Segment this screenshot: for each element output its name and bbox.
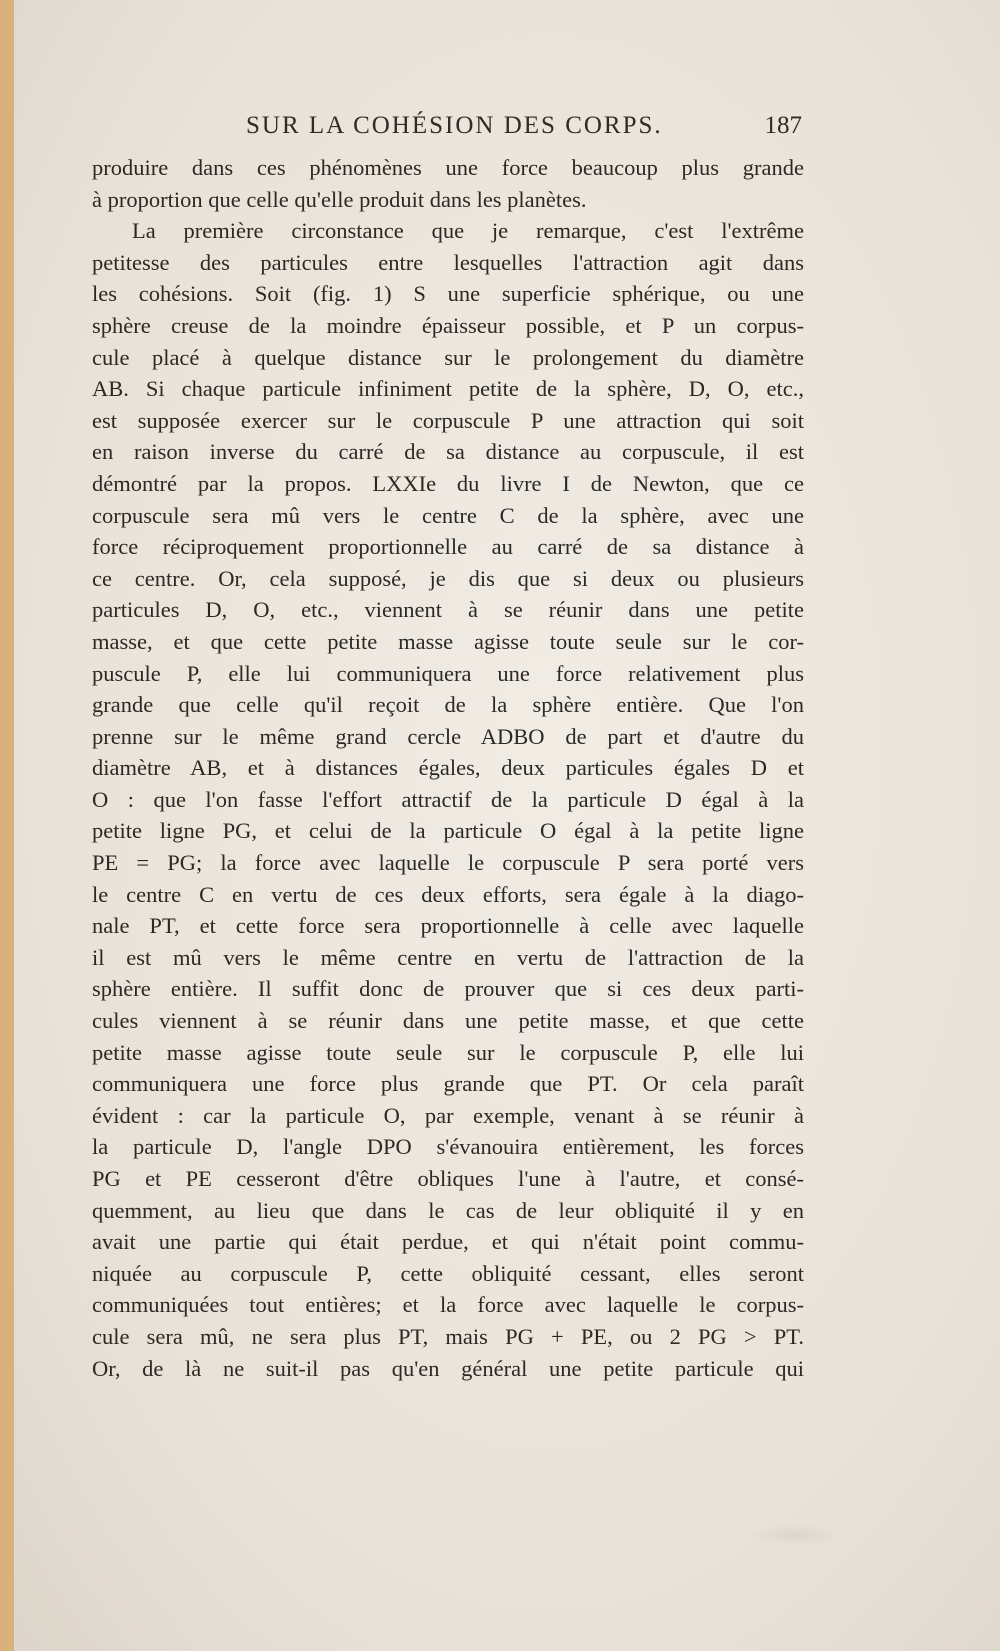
text-line: le centre C en vertu de ces deux efforts, sera égale à la diago- <box>92 881 804 907</box>
body-text <box>92 152 804 1384</box>
text-line: cule sera mû, ne sera plus PT, mais PG + PE, ou 2 PG > PT. <box>92 1323 804 1349</box>
text-line: AB. Si chaque particule infiniment petite de la sphère, D, O, etc., <box>92 376 804 402</box>
text-line: cule placé à quelque distance sur le prolongement du diamètre <box>92 344 804 370</box>
text-line: à proportion que celle qu'elle produit dans les planètes. <box>92 186 587 212</box>
text-line: avait une partie qui était perdue, et qui n'était point commu- <box>92 1229 804 1255</box>
text-line: produire dans ces phénomènes une force beaucoup plus grande <box>92 155 804 180</box>
text-line: ce centre. Or, cela supposé, je dis que si deux ou plusieurs <box>92 565 804 591</box>
text-line: O : que l'on fasse l'effort attractif de la particule D égal à la <box>92 786 804 812</box>
text-line: force réciproquement proportionnelle au carré de sa distance à <box>92 534 804 560</box>
text-line: est supposée exercer sur le corpuscule P une attraction qui soit <box>92 407 804 433</box>
text-line: PG et PE cesseront d'être obliques l'une à l'autre, et consé- <box>92 1166 804 1191</box>
text-line: diamètre AB, et à distances égales, deux particules égales D et <box>92 755 804 781</box>
show-through-mark <box>750 1524 840 1546</box>
text-line: petite ligne PG, et celui de la particule O égal à la petite ligne <box>92 818 804 844</box>
text-line: sphère entière. Il suffit donc de prouver que si ces deux parti- <box>92 976 804 1002</box>
text-line: prenne sur le même grand cercle ADBO de part et d'autre du <box>92 723 804 749</box>
text-line: la particule D, l'angle DPO s'évanouira entièrement, les forces <box>92 1134 804 1160</box>
text-line: masse, et que cette petite masse agisse toute seule sur le cor- <box>92 628 804 654</box>
text-line: nale PT, et cette force sera proportionnelle à celle avec laquelle <box>92 913 804 939</box>
text-line: particules D, O, etc., viennent à se réunir dans une petite <box>92 597 804 623</box>
text-line: quemment, au lieu que dans le cas de leur obliquité il y en <box>92 1197 804 1223</box>
text-line: puscule P, elle lui communiquera une force relativement plus <box>92 660 804 686</box>
text-line: évident : car la particule O, par exemple, venant à se réunir à <box>92 1102 804 1128</box>
text-line: en raison inverse du carré de sa distance au corpuscule, il est <box>92 439 804 465</box>
text-line: PE = PG; la force avec laquelle le corpuscule P sera porté vers <box>92 850 804 876</box>
text-line: petite masse agisse toute seule sur le corpuscule P, elle lui <box>92 1039 804 1065</box>
text-line: niquée au corpuscule P, cette obliquité cessant, elles seront <box>92 1260 804 1286</box>
text-line: corpuscule sera mû vers le centre C de la sphère, avec une <box>92 502 804 528</box>
text-line: petitesse des particules entre lesquelles l'attraction agit dans <box>92 249 804 275</box>
page-number: 187 <box>764 112 802 139</box>
text-line: Or, de là ne suit-il pas qu'en général une petite particule qui <box>92 1355 804 1381</box>
page-edge <box>0 0 14 1651</box>
text-line: grande que celle qu'il reçoit de la sphère entière. Que l'on <box>92 692 804 718</box>
text-line: il est mû vers le même centre en vertu de l'attraction de la <box>92 944 804 970</box>
running-title: SUR LA COHÉSION DES CORPS. <box>246 112 663 139</box>
page-header <box>88 112 802 146</box>
text-line: communiquées tout entières; et la force avec laquelle le corpus- <box>92 1292 804 1318</box>
text-line: La première circonstance que je remarque, c'est l'extrême <box>132 218 804 244</box>
text-line: sphère creuse de la moindre épaisseur possible, et P un corpus- <box>92 312 804 338</box>
text-line: communiquera une force plus grande que PT. Or cela paraît <box>92 1071 804 1097</box>
text-line: démontré par la propos. LXXIe du livre I de Newton, que ce <box>92 470 804 496</box>
text-line: cules viennent à se réunir dans une petite masse, et que cette <box>92 1008 804 1034</box>
text-line: les cohésions. Soit (fig. 1) S une superficie sphérique, ou une <box>92 281 804 307</box>
